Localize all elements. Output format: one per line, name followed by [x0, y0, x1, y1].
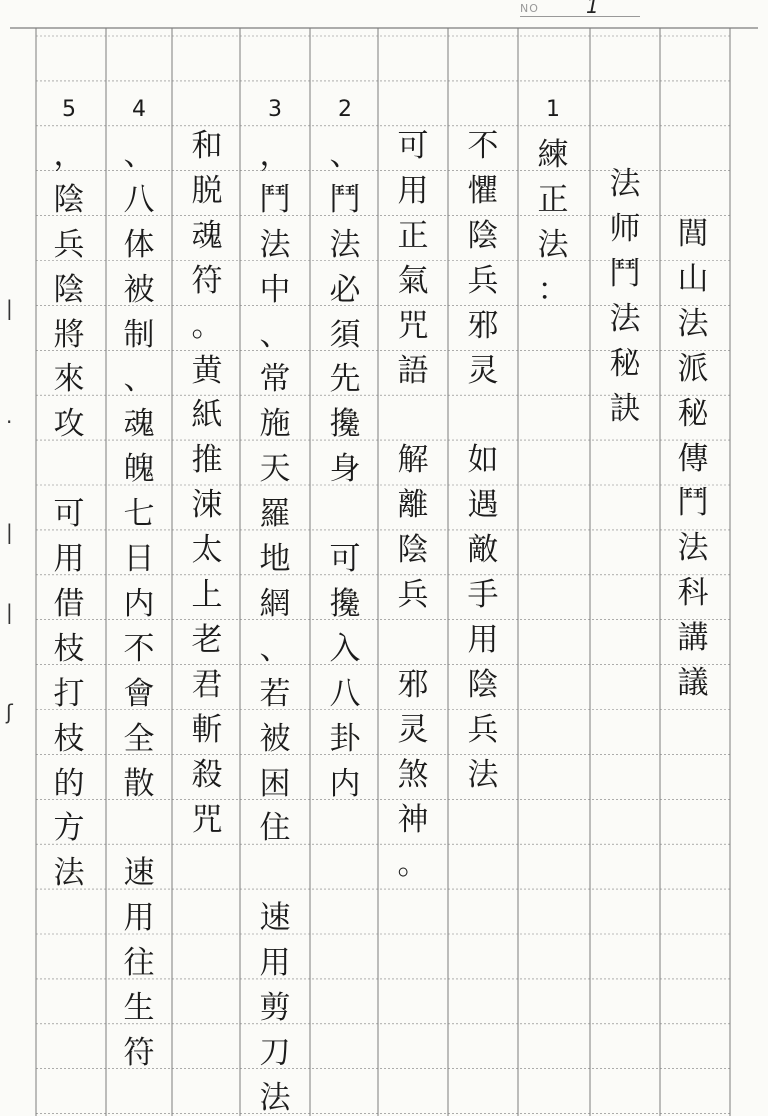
column-char: 内	[123, 585, 155, 622]
column-char: 網	[259, 585, 291, 622]
column-char: 老	[191, 621, 223, 658]
column-char: 散	[123, 765, 155, 802]
column-char: ，	[53, 136, 85, 173]
column-char: 、	[329, 136, 361, 173]
column-char: 可	[397, 128, 429, 164]
column-char: 法	[677, 530, 709, 567]
column-char: 符	[191, 262, 223, 299]
column-char: 鬥	[677, 485, 709, 522]
column-char: 若	[259, 675, 291, 712]
column-char: 斬	[191, 711, 223, 748]
column-char: 法	[329, 226, 361, 263]
column-char: 、	[123, 361, 155, 398]
column-char: 秘	[609, 345, 641, 382]
column-char: 灵	[397, 711, 429, 748]
column-char: 常	[259, 361, 291, 398]
column-char: 用	[397, 172, 429, 209]
column-char: 师	[609, 210, 641, 247]
page-number-label: NO	[520, 2, 539, 15]
column-char: 攙	[329, 406, 361, 443]
column-char: 法	[467, 756, 499, 793]
column-char: 法	[53, 855, 85, 892]
column-char: 殺	[191, 756, 223, 793]
column-char: 天	[259, 451, 291, 488]
column-char: 科	[677, 575, 709, 612]
column-char: 枝	[53, 630, 85, 667]
column-char: 咒	[191, 801, 223, 838]
column-char: 、	[123, 136, 155, 173]
column-char: 神	[397, 801, 429, 838]
column-char: 1	[546, 97, 560, 122]
column-char: 3	[268, 97, 282, 122]
column-char: 攙	[329, 585, 361, 622]
column-char: 法	[609, 300, 641, 337]
column-char: 、	[259, 630, 291, 667]
column-char: 語	[397, 352, 429, 389]
column-char: 生	[123, 990, 155, 1026]
column-char: 陰	[397, 532, 429, 569]
column-char: 攻	[53, 406, 85, 443]
margin-mark: |	[6, 296, 13, 320]
column-char: 地	[259, 541, 291, 577]
column-char: 會	[123, 675, 155, 712]
column-char: 用	[123, 900, 155, 937]
column-char: 卦	[329, 720, 361, 757]
column-char: 法	[677, 305, 709, 342]
column-char: 困	[259, 765, 291, 802]
column-char: 陰	[53, 181, 85, 218]
column-char: 被	[123, 271, 155, 308]
column-char: 閭	[677, 216, 709, 252]
column-char: 灵	[467, 352, 499, 389]
column-char: 法	[609, 166, 641, 202]
column-char: 法	[259, 1079, 291, 1116]
column-char: 刀	[259, 1034, 291, 1071]
column-char: 速	[259, 900, 291, 937]
column-char: 訣	[609, 390, 641, 427]
column-char: 邪	[467, 307, 499, 344]
column-char: 正	[397, 217, 429, 254]
column-char: 七	[123, 496, 155, 533]
column-char: 的	[53, 765, 85, 802]
column-char: 可	[329, 541, 361, 577]
column-char: 懼	[467, 172, 499, 209]
page-number-underline	[520, 16, 640, 17]
column-char: 方	[53, 810, 85, 847]
column-char: 羅	[259, 496, 291, 533]
column-char: 打	[53, 675, 85, 712]
column-char: 速	[123, 855, 155, 892]
column-char: 講	[677, 620, 709, 657]
column-char: 。	[397, 846, 429, 883]
column-char: 往	[123, 945, 155, 982]
column-char: 鬥	[329, 181, 361, 218]
column-char: 君	[191, 666, 223, 703]
column-char: 、	[259, 316, 291, 353]
column-char: 陰	[467, 666, 499, 703]
column-char: ：	[537, 271, 569, 308]
column-char: 兵	[397, 577, 429, 613]
column-char: 用	[259, 945, 291, 982]
column-char: 4	[132, 97, 146, 122]
column-char: 用	[53, 541, 85, 577]
column-char: 身	[329, 451, 361, 488]
column-char: 解	[397, 442, 429, 479]
column-char: 如	[467, 442, 499, 479]
page-number: 1	[586, 0, 599, 18]
column-char: 推	[191, 442, 223, 479]
column-char: 借	[53, 585, 85, 622]
column-char: 遇	[467, 487, 499, 524]
column-char: 兵	[467, 262, 499, 299]
column-char: 須	[329, 316, 361, 353]
column-char: 。	[191, 307, 223, 344]
column-char: 和	[191, 128, 223, 164]
column-char: 八	[329, 675, 361, 712]
column-char: 法	[259, 226, 291, 263]
column-char: 上	[191, 577, 223, 613]
column-char: 住	[259, 810, 291, 847]
column-char: 傳	[677, 440, 709, 477]
column-char: 煞	[397, 756, 429, 793]
column-char: 2	[338, 97, 352, 122]
column-char: 中	[259, 271, 291, 308]
column-char: 日	[123, 541, 155, 577]
column-char: 議	[677, 665, 709, 701]
column-char: 八	[123, 181, 155, 218]
column-char: 正	[537, 181, 569, 218]
column-char: 山	[677, 260, 709, 297]
column-char: 内	[329, 765, 361, 802]
column-char: 氣	[397, 262, 429, 299]
column-char: 來	[53, 361, 85, 398]
column-char: 黄	[191, 352, 223, 389]
column-char: 枝	[53, 720, 85, 757]
column-char: 涑	[191, 487, 223, 524]
column-char: 咒	[397, 307, 429, 344]
column-char: 兵	[53, 226, 85, 263]
margin-mark: ʃ	[6, 700, 13, 724]
column-char: 体	[123, 226, 155, 263]
column-char: 被	[259, 720, 291, 757]
margin-mark: ·	[6, 410, 13, 434]
column-char: 全	[123, 720, 155, 757]
column-char: 邪	[397, 666, 429, 703]
column-char: 用	[467, 621, 499, 658]
column-char: 離	[397, 487, 429, 524]
column-char: 先	[329, 361, 361, 398]
column-char: ，	[259, 136, 291, 173]
column-char: 敵	[467, 532, 499, 569]
column-char: 魂	[123, 406, 155, 443]
column-char: 魄	[123, 451, 155, 488]
column-char: 鬥	[609, 255, 641, 292]
column-char: 符	[123, 1034, 155, 1071]
column-char: 陰	[53, 271, 85, 308]
column-char: 紙	[191, 397, 223, 434]
column-char: 制	[123, 316, 155, 353]
column-char: 入	[329, 630, 361, 667]
column-char: 脱	[191, 172, 223, 209]
column-char: 派	[677, 350, 709, 387]
column-char: 鬥	[259, 181, 291, 218]
column-char: 魂	[191, 217, 223, 254]
column-char: 5	[62, 97, 76, 122]
column-char: 可	[53, 496, 85, 533]
column-char: 施	[259, 406, 291, 443]
column-char: 法	[537, 226, 569, 263]
column-char: 練	[537, 136, 569, 173]
margin-mark: |	[6, 600, 13, 624]
column-char: 手	[467, 577, 499, 613]
column-char: 不	[123, 630, 155, 667]
margin-mark: |	[6, 520, 13, 544]
column-char: 不	[467, 128, 499, 164]
column-char: 必	[329, 271, 361, 308]
column-char: 陰	[467, 217, 499, 254]
column-char: 太	[191, 532, 223, 569]
column-char: 將	[53, 316, 85, 353]
column-char: 剪	[259, 990, 291, 1026]
column-char: 秘	[677, 395, 709, 432]
column-char: 兵	[467, 711, 499, 748]
